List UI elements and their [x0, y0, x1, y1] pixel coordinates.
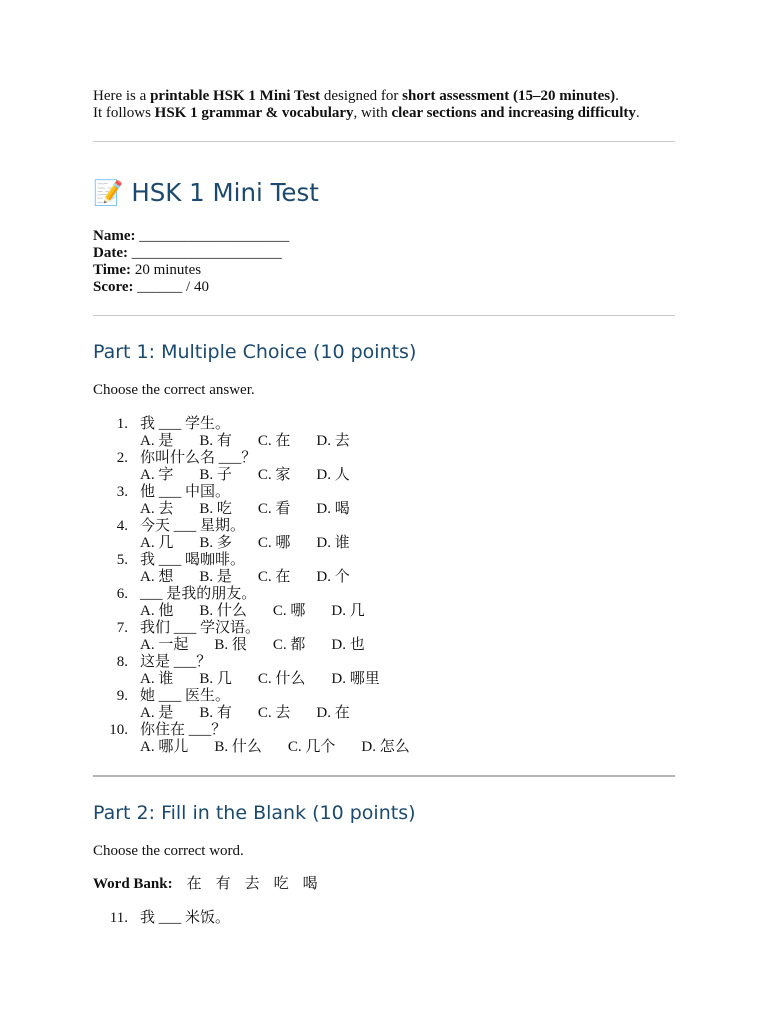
answer-options: [140, 671, 675, 688]
page-title: [93, 178, 675, 208]
word-bank-label: Word Bank:: [93, 876, 173, 892]
answer-option: B. 什么: [199, 603, 247, 619]
question-text: 我们 ___ 学汉语。: [140, 620, 261, 636]
answer-option: B. 多: [199, 535, 232, 551]
question-item: [116, 654, 675, 688]
answer-option: B. 什么: [214, 739, 262, 755]
question-line: [116, 484, 675, 501]
answer-options: [140, 739, 675, 756]
test-meta: [93, 228, 675, 296]
word-bank: [93, 876, 675, 893]
answer-option: B. 子: [199, 467, 232, 483]
time-line: Time: 20 minutes: [93, 262, 202, 278]
question-line: [116, 518, 675, 535]
question-item: [116, 552, 675, 586]
answer-option: A. 想: [140, 569, 174, 585]
question-item: [116, 688, 675, 722]
answer-option: C. 去: [257, 705, 291, 721]
answer-option: A. 是: [140, 433, 174, 449]
answer-option: D. 喝: [316, 501, 350, 517]
answer-option: C. 家: [257, 467, 291, 483]
answer-option: D. 去: [316, 433, 350, 449]
word-bank-item: 有: [215, 876, 231, 892]
question-item: [116, 450, 675, 484]
answer-option: C. 都: [272, 637, 306, 653]
answer-option: A. 一起: [140, 637, 189, 653]
question-number: 11.: [109, 910, 128, 926]
answer-option: A. 去: [140, 501, 174, 517]
answer-option: C. 哪: [257, 535, 291, 551]
answer-option: A. 字: [140, 467, 174, 483]
question-line: [116, 620, 675, 637]
answer-option: D. 也: [331, 637, 365, 653]
question-number: 5.: [116, 552, 128, 568]
page-title-text: HSK 1 Mini Test: [131, 178, 319, 207]
word-bank-item: 吃: [273, 876, 289, 892]
question-number: 6.: [116, 586, 128, 602]
question-number: 10.: [109, 722, 128, 738]
question-number: 9.: [116, 688, 128, 704]
question-line: [116, 654, 675, 671]
answer-option: D. 哪里: [331, 671, 380, 687]
intro: [93, 88, 675, 122]
part1-heading: Part 1: Multiple Choice (10 points): [93, 341, 417, 363]
question-item: [116, 518, 675, 552]
answer-option: B. 很: [214, 637, 247, 653]
question-line: [109, 910, 675, 927]
question-number: 2.: [116, 450, 128, 466]
question-text: 我 ___ 米饭。: [140, 910, 231, 926]
question-text: 你住在 ___？: [140, 722, 227, 738]
name-line: Name: ____________________: [93, 228, 290, 244]
question-item: [116, 416, 675, 450]
question-line: [116, 552, 675, 569]
question-text: 她 ___ 医生。: [140, 688, 231, 704]
answer-option: B. 是: [199, 569, 232, 585]
question-text: 今天 ___ 星期。: [140, 518, 246, 534]
answer-option: D. 个: [316, 569, 350, 585]
answer-options: [140, 637, 675, 654]
intro-line-2: It follows HSK 1 grammar & vocabulary, with clear sections and increasing difficulty.: [93, 105, 640, 121]
answer-option: C. 看: [257, 501, 291, 517]
date-line: Date: ____________________: [93, 245, 282, 261]
question-text: 你叫什么名 ___？: [140, 450, 257, 466]
question-line: [116, 416, 675, 433]
answer-option: B. 有: [199, 705, 232, 721]
intro-line-1: Here is a printable HSK 1 Mini Test designed for short assessment (15–20 minutes).: [93, 88, 619, 104]
answer-options: [140, 705, 675, 722]
question-item: [116, 484, 675, 518]
answer-option: B. 吃: [199, 501, 232, 517]
question-item: [109, 722, 675, 756]
answer-option: B. 几: [199, 671, 232, 687]
answer-option: B. 有: [199, 433, 232, 449]
answer-option: C. 哪: [272, 603, 306, 619]
answer-option: D. 几: [331, 603, 365, 619]
question-number: 4.: [116, 518, 128, 534]
answer-option: C. 在: [257, 433, 291, 449]
answer-option: A. 几: [140, 535, 174, 551]
answer-options: [140, 467, 675, 484]
document: [93, 88, 675, 927]
score-line: Score: ______ / 40: [93, 279, 209, 295]
question-line: [116, 586, 675, 603]
answer-option: A. 谁: [140, 671, 174, 687]
question-text: ___ 是我的朋友。: [140, 586, 257, 602]
part2-heading: Part 2: Fill in the Blank (10 points): [93, 802, 416, 824]
answer-option: C. 什么: [257, 671, 306, 687]
word-bank-item: 去: [244, 876, 260, 892]
answer-option: D. 谁: [316, 535, 350, 551]
part1-question-list: [93, 416, 675, 756]
question-item: [116, 586, 675, 620]
answer-options: [140, 603, 675, 620]
answer-option: C. 在: [257, 569, 291, 585]
answer-option: C. 几个: [287, 739, 336, 755]
part1-instruction: Choose the correct answer.: [93, 382, 255, 398]
answer-option: A. 哪儿: [140, 739, 189, 755]
word-bank-item: 喝: [302, 876, 318, 892]
question-number: 7.: [116, 620, 128, 636]
question-text: 这是 ___？: [140, 654, 212, 670]
question-number: 3.: [116, 484, 128, 500]
part2-question-list: [93, 910, 675, 927]
answer-option: D. 人: [316, 467, 350, 483]
answer-option: D. 在: [316, 705, 350, 721]
question-text: 我 ___ 学生。: [140, 416, 231, 432]
question-number: 1.: [116, 416, 128, 432]
answer-options: [140, 535, 675, 552]
question-number: 8.: [116, 654, 128, 670]
answer-option: A. 是: [140, 705, 174, 721]
answer-option: A. 他: [140, 603, 174, 619]
question-item: [116, 620, 675, 654]
question-line: [116, 450, 675, 467]
question-line: [116, 688, 675, 705]
answer-option: D. 怎么: [361, 739, 410, 755]
answer-options: [140, 569, 675, 586]
question-line: [109, 722, 675, 739]
question-text: 他 ___ 中国。: [140, 484, 231, 500]
question-text: 我 ___ 喝咖啡。: [140, 552, 246, 568]
answer-options: [140, 501, 675, 518]
part2-instruction: Choose the correct word.: [93, 843, 244, 859]
memo-icon: 📝: [93, 178, 124, 207]
answer-options: [140, 433, 675, 450]
word-bank-item: 在: [186, 876, 202, 892]
